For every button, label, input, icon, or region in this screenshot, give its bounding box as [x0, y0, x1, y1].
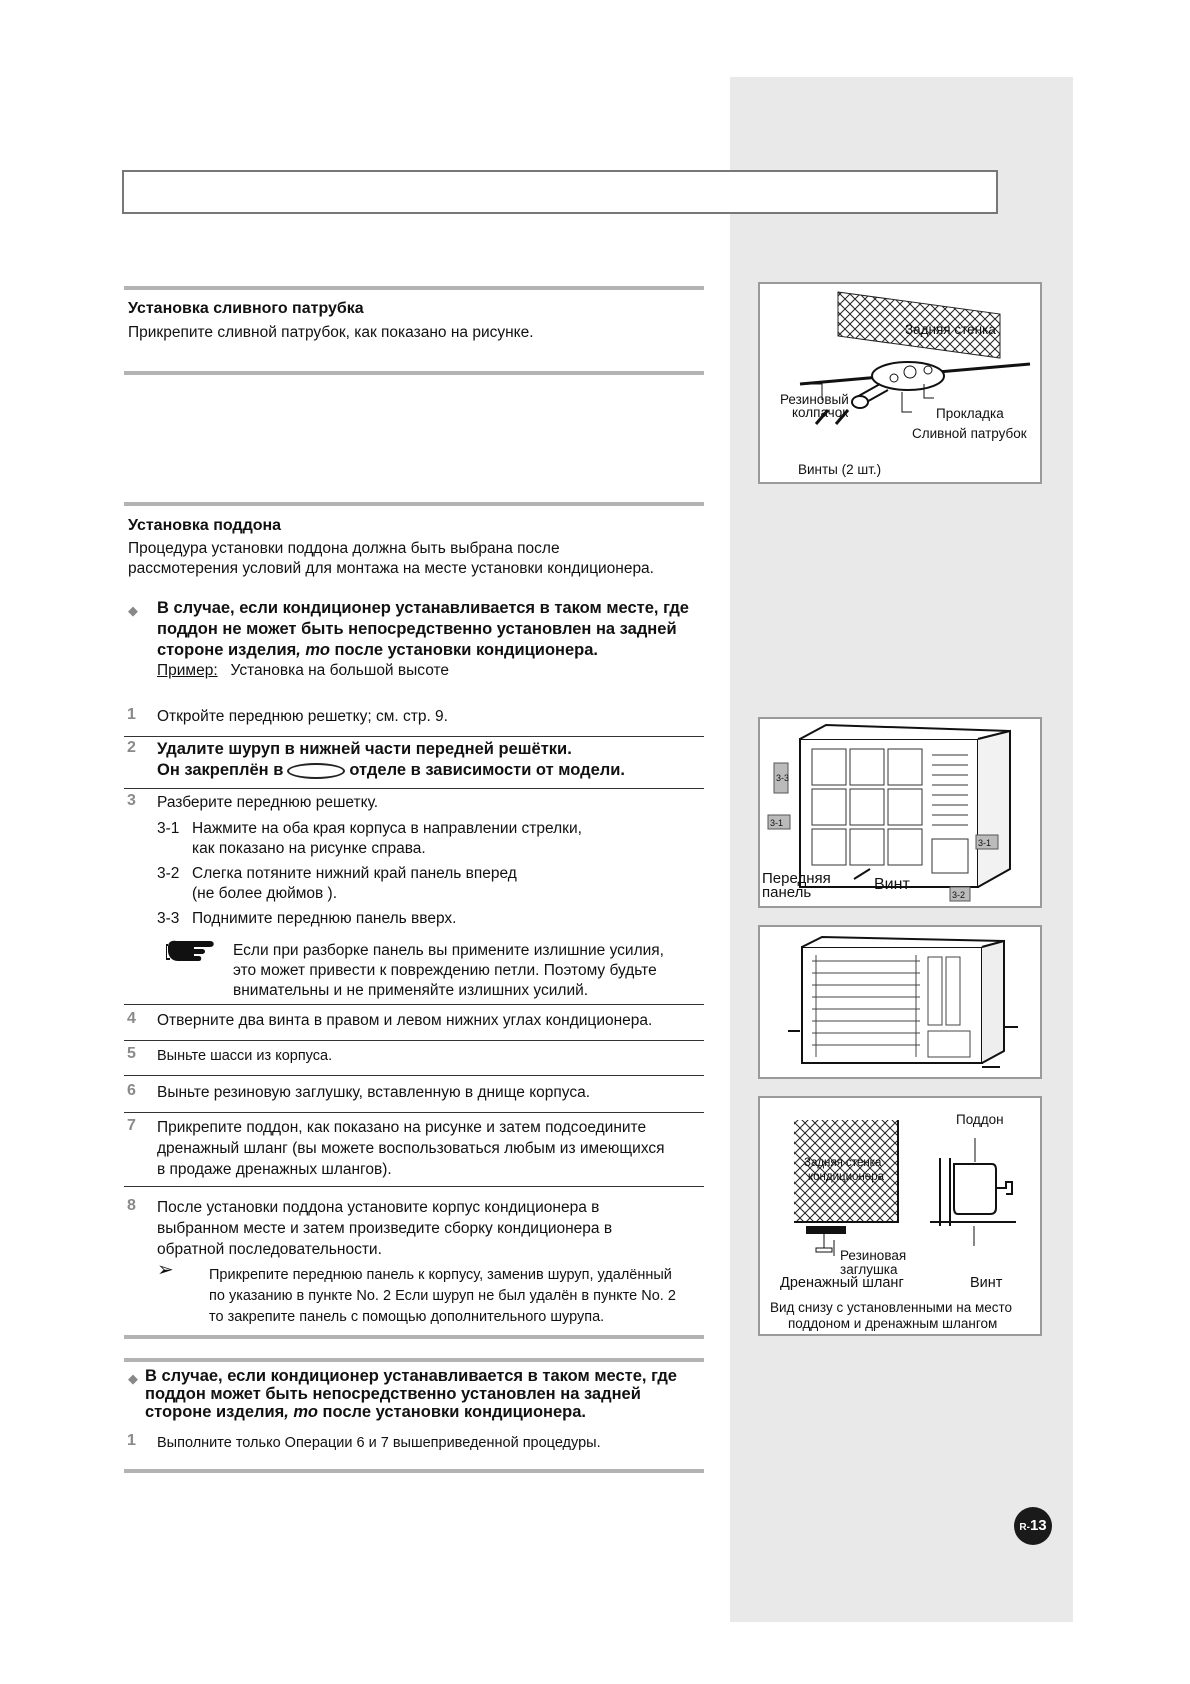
diamond-bullet-icon: ◆ — [128, 603, 138, 618]
pointing-hand-icon — [166, 937, 218, 963]
tag-3-1-left: 3-1 — [770, 818, 784, 828]
step3-1-line2: как показано на рисунке справа. — [192, 840, 426, 857]
step-number: 3 — [127, 792, 136, 809]
caution-line3: внимательны и не применяйте излишних усилий. — [233, 982, 589, 999]
case1-line3a: стороне изделия — [157, 641, 297, 659]
cap-label-2: колпачок — [792, 405, 849, 420]
note-line2: по указанию в пункте No. 2 Если шуруп не был удалён в пункте No. 2 — [209, 1288, 676, 1304]
step2-line1: Удалите шуруп в нижней части передней решётки. — [157, 740, 572, 758]
tray-intro-line1: Процедура установки поддона должна быть выбрана после — [128, 540, 560, 557]
section-rule — [124, 1469, 704, 1473]
step2-line2 — [157, 760, 625, 781]
page-number: 13 — [1029, 1517, 1047, 1534]
front-panel-label-2: панель — [762, 884, 812, 901]
step-number: 2 — [127, 739, 136, 756]
tray-label: Поддон — [956, 1112, 1004, 1127]
example-line — [157, 660, 449, 681]
step-divider — [124, 1186, 704, 1187]
case1-line3c: после установки кондиционера. — [329, 641, 599, 659]
step-divider — [124, 1004, 704, 1005]
caution-line2: это может привести к повреждению петли. Поэтому будьте — [233, 962, 657, 979]
title-box — [122, 170, 998, 214]
drain-text: Прикрепите сливной патрубок, как показано на рисунке. — [128, 324, 534, 341]
case2-line3b: , то — [284, 1403, 318, 1421]
note-line3: то закрепите панель с помощью дополнительного шурупа. — [209, 1309, 605, 1325]
tray-caption-1: Вид снизу с установленными на место — [770, 1300, 1013, 1315]
step8-line3: обратной последовательности. — [157, 1241, 382, 1258]
step-number: 8 — [127, 1197, 136, 1214]
step-divider — [124, 1075, 704, 1076]
plug-label-2: заглушка — [840, 1262, 898, 1277]
step4-text: Отверните два винта в правом и левом нижних углах кондиционера. — [157, 1012, 653, 1029]
example-label: Пример: — [157, 662, 218, 679]
oval-placeholder-icon — [287, 763, 345, 779]
substep-number: 3-3 — [157, 910, 180, 927]
spout-label: Сливной патрубок — [912, 426, 1027, 441]
hose-label: Дренажный шланг — [780, 1275, 904, 1291]
screw-label: Винт — [874, 876, 910, 893]
section-rule — [124, 1335, 704, 1339]
front-panel-figure — [758, 717, 1042, 908]
case2-line3 — [145, 1402, 586, 1423]
page-prefix: R- — [1019, 1522, 1030, 1533]
tray-caption-2: поддоном и дренажным шлангом — [788, 1316, 998, 1331]
chassis-screws-figure — [758, 925, 1042, 1079]
case2-line2: поддон может быть непосредственно установлен на задней — [145, 1385, 641, 1403]
section-rule — [124, 1358, 704, 1362]
substep-number: 3-1 — [157, 820, 180, 837]
case1-line3 — [157, 640, 598, 661]
page-number-badge — [1014, 1507, 1052, 1545]
wall-label-2: кондиционера — [808, 1171, 884, 1183]
diamond-bullet-icon: ◆ — [128, 1371, 138, 1386]
case1-line1: В случае, если кондиционер устанавливается в таком месте, где — [157, 599, 689, 617]
step-number: 7 — [127, 1117, 136, 1134]
step3-text: Разберите переднюю решетку. — [157, 794, 379, 811]
tray-figure — [758, 1096, 1042, 1336]
step7-line3: в продаже дренажных шлангов). — [157, 1161, 392, 1178]
step-number: 6 — [127, 1082, 136, 1099]
tag-3-3: 3-3 — [776, 773, 790, 783]
case2-step1-text: Выполните только Операции 6 и 7 вышеприведенной процедуры. — [157, 1435, 601, 1451]
case1-line3b: , то — [296, 641, 330, 659]
drain-spout-figure — [758, 282, 1042, 484]
tray-heading: Установка поддона — [128, 517, 282, 534]
case1-line2: поддон не может быть непосредственно установлен на задней — [157, 620, 677, 638]
arrow-note-icon: ➢ — [157, 1259, 174, 1281]
gasket-label: Прокладка — [936, 406, 1004, 421]
tray-intro-line2: рассмотерения условий для монтажа на месте установки кондиционера. — [128, 560, 654, 577]
case2-line3c: после установки кондиционера. — [317, 1403, 587, 1421]
cap-label-1: Резиновый — [780, 392, 849, 407]
wall-label-1: Задняя стенка — [804, 1157, 882, 1169]
step-divider — [124, 1040, 704, 1041]
section-rule — [124, 371, 704, 375]
plug-label-1: Резиновая — [840, 1248, 907, 1263]
step8-line2: выбранном месте и затем произведите сборку кондиционера в — [157, 1220, 613, 1237]
tray-screw-label: Винт — [970, 1275, 1003, 1291]
example-text: Установка на большой высоте — [230, 662, 450, 679]
step-divider — [124, 1112, 704, 1113]
tag-3-2: 3-2 — [952, 890, 966, 900]
step3-3-text: Поднимите переднюю панель вверх. — [192, 910, 457, 927]
case2-line3a: стороне изделия — [145, 1403, 285, 1421]
step-number: 4 — [127, 1010, 136, 1027]
section-rule — [124, 502, 704, 506]
step-number: 1 — [127, 706, 136, 723]
step6-text: Выньте резиновую заглушку, вставленную в днище корпуса. — [157, 1084, 591, 1101]
front-panel-label-1: Передняя — [762, 870, 831, 887]
section-rule — [124, 286, 704, 290]
step3-1-line1: Нажмите на оба края корпуса в направлении стрелки, — [192, 820, 582, 837]
step-number: 5 — [127, 1045, 136, 1062]
step-number: 1 — [127, 1432, 136, 1449]
tag-3-1-right: 3-1 — [978, 838, 992, 848]
screws-label: Винты (2 шт.) — [798, 462, 882, 477]
step1-text: Откройте переднюю решетку; см. стр. 9. — [157, 708, 448, 725]
note-line1: Прикрепите переднюю панель к корпусу, заменив шуруп, удалённый — [209, 1267, 672, 1283]
case2-line1: В случае, если кондиционер устанавливается в таком месте, где — [145, 1367, 677, 1385]
step2-line2b: отделе в зависимости от модели. — [349, 761, 625, 779]
caution-line1: Если при разборке панель вы примените излишние усилия, — [233, 942, 664, 959]
step7-line1: Прикрепите поддон, как показано на рисунке и затем подсоедините — [157, 1119, 647, 1136]
step8-line1: После установки поддона установите корпус кондиционера в — [157, 1199, 600, 1216]
step-divider — [124, 788, 704, 789]
drain-heading: Установка сливного патрубка — [128, 300, 364, 317]
step2-line2a: Он закреплён в — [157, 761, 284, 779]
step3-2-line1: Слегка потяните нижний край панель вперед — [192, 865, 517, 882]
step-divider — [124, 736, 704, 737]
step7-line2: дренажный шланг (вы можете воспользоваться любым из имеющихся — [157, 1140, 665, 1157]
substep-number: 3-2 — [157, 865, 180, 882]
wall-label: Задняя стенка — [905, 322, 996, 337]
step5-text: Выньте шасси из корпуса. — [157, 1048, 333, 1064]
step3-2-line2: (не более дюймов ). — [192, 885, 338, 902]
